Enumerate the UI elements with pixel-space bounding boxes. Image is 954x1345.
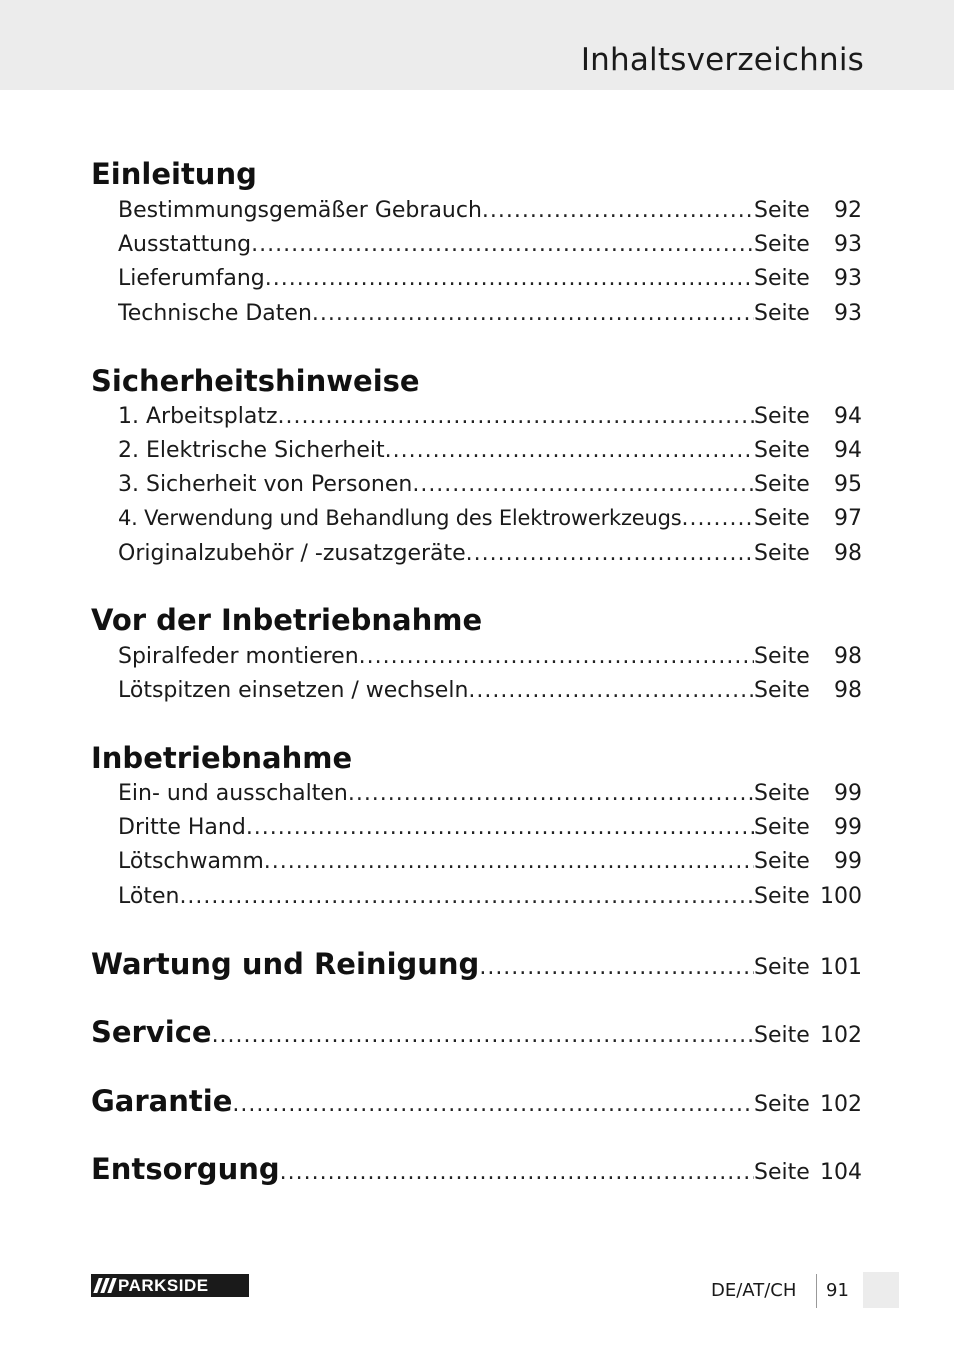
- toc-entry-seite: Seite: [754, 678, 810, 703]
- dot-leader: [466, 541, 754, 566]
- toc-entry-page: 102: [820, 1092, 862, 1117]
- toc-entry[interactable]: [118, 472, 862, 502]
- toc-entry-label: Löten: [118, 884, 180, 909]
- dot-leader: [265, 266, 754, 291]
- section-title-sicherheitshinweise: Sicherheitshinweise: [91, 364, 420, 398]
- toc-entry-page: 100: [820, 884, 862, 909]
- toc-entry-page: 102: [820, 1023, 862, 1048]
- logo-brand-text: PARKSIDE: [118, 1275, 209, 1295]
- toc-entry-page: 97: [834, 506, 862, 531]
- toc-entry-page: 98: [834, 644, 862, 669]
- toc-entry-page: 95: [834, 472, 862, 497]
- dot-leader: [251, 232, 754, 257]
- dot-leader: [278, 404, 754, 429]
- toc-entry-seite: Seite: [754, 266, 810, 291]
- dot-leader: [280, 1160, 754, 1185]
- toc-entry[interactable]: [118, 266, 862, 296]
- toc-entry[interactable]: [118, 815, 862, 845]
- toc-entry-label: Spiralfeder montieren: [118, 644, 359, 669]
- toc-entry-seite: Seite: [754, 301, 810, 326]
- toc-entry-page: 94: [834, 404, 862, 429]
- toc-entry[interactable]: [118, 404, 862, 434]
- parkside-logo: [91, 1274, 249, 1297]
- toc-entry[interactable]: [118, 781, 862, 811]
- toc-entry-seite: Seite: [754, 198, 810, 223]
- toc-entry-page: 101: [820, 955, 862, 980]
- toc-entry-label: 1. Arbeitsplatz: [118, 404, 278, 429]
- toc-entry-seite: Seite: [754, 849, 810, 874]
- toc-main-entry-wartung[interactable]: [91, 947, 862, 989]
- logo-stripes-icon: [96, 1278, 114, 1293]
- dot-leader: [359, 644, 754, 669]
- dot-leader: [212, 1023, 754, 1048]
- dot-leader: [312, 301, 754, 326]
- toc-entry-seite: Seite: [754, 1023, 810, 1048]
- footer-page-number: 91: [826, 1280, 849, 1301]
- toc-entry-label: 2. Elektrische Sicherheit: [118, 438, 385, 463]
- toc-entry-seite: Seite: [754, 404, 810, 429]
- toc-entry-page: 99: [834, 781, 862, 806]
- toc-entry-label: Lötschwamm: [118, 849, 264, 874]
- toc-entry-label: Originalzubehör / -zusatzgeräte: [118, 541, 466, 566]
- footer-divider: [816, 1274, 817, 1308]
- toc-entry[interactable]: [118, 506, 862, 536]
- dot-leader: [348, 781, 754, 806]
- toc-entry-seite: Seite: [754, 541, 810, 566]
- toc-entry-label: 4. Verwendung und Behandlung des Elektrowerkzeugs: [118, 506, 682, 530]
- section-title-vor-der-inbetriebnahme: Vor der Inbetriebnahme: [91, 603, 483, 637]
- toc-entry-label: Lieferumfang: [118, 266, 265, 291]
- toc-entry-page: 99: [834, 815, 862, 840]
- toc-entry[interactable]: [118, 541, 862, 571]
- toc-entry-seite: Seite: [754, 781, 810, 806]
- toc-entry-page: 92: [834, 198, 862, 223]
- dot-leader: [412, 472, 754, 497]
- dot-leader: [479, 955, 754, 980]
- toc-entry-page: 94: [834, 438, 862, 463]
- toc-entry-seite: Seite: [754, 1160, 810, 1185]
- toc-entry-seite: Seite: [754, 644, 810, 669]
- section-title-einleitung: Einleitung: [91, 157, 257, 191]
- toc-entry-seite: Seite: [754, 955, 810, 980]
- toc-entry-seite: Seite: [754, 815, 810, 840]
- toc-main-entry-label: Service: [91, 1015, 212, 1049]
- toc-entry[interactable]: [118, 232, 862, 262]
- toc-entry-label: Ausstattung: [118, 232, 252, 257]
- toc-entry-page: 93: [834, 232, 862, 257]
- toc-entry-seite: Seite: [754, 472, 810, 497]
- header-band: [0, 0, 954, 90]
- toc-entry-seite: Seite: [754, 1092, 810, 1117]
- toc-entry-seite: Seite: [754, 232, 810, 257]
- toc-entry[interactable]: [118, 849, 862, 879]
- toc-entry-page: 98: [834, 541, 862, 566]
- toc-main-entry-label: Entsorgung: [91, 1152, 280, 1186]
- toc-main-entry-garantie[interactable]: [91, 1084, 862, 1126]
- section-title-inbetriebnahme: Inbetriebnahme: [91, 741, 353, 775]
- page-title: Inhaltsverzeichnis: [580, 42, 864, 78]
- toc-entry[interactable]: [118, 198, 862, 228]
- dot-leader: [179, 884, 754, 909]
- toc-main-entry-service[interactable]: [91, 1015, 862, 1057]
- toc-entry[interactable]: [118, 644, 862, 674]
- toc-entry-page: 99: [834, 849, 862, 874]
- toc-entry-label: Bestimmungsgemäßer Gebrauch: [118, 198, 482, 223]
- toc-entry-seite: Seite: [754, 438, 810, 463]
- toc-entry[interactable]: [118, 438, 862, 468]
- toc-entry-label: Technische Daten: [118, 301, 312, 326]
- toc-entry-label: Dritte Hand: [118, 815, 246, 840]
- toc-entry-page: 93: [834, 266, 862, 291]
- dot-leader: [385, 438, 754, 463]
- toc-entry-seite: Seite: [754, 884, 810, 909]
- toc-entry-page: 98: [834, 678, 862, 703]
- dot-leader: [482, 198, 754, 223]
- toc-main-entry-label: Garantie: [91, 1084, 233, 1118]
- footer-region: DE/AT/CH: [711, 1280, 797, 1301]
- toc-entry-label: Lötspitzen einsetzen / wechseln: [118, 678, 469, 703]
- footer-box: [863, 1272, 899, 1308]
- toc-entry-label: Ein- und ausschalten: [118, 781, 348, 806]
- dot-leader: [246, 815, 754, 840]
- toc-entry[interactable]: [118, 678, 862, 708]
- dot-leader: [682, 506, 754, 531]
- toc-entry-page: 93: [834, 301, 862, 326]
- toc-main-entry-entsorgung[interactable]: [91, 1152, 862, 1194]
- toc-main-entry-label: Wartung und Reinigung: [91, 947, 480, 981]
- toc-entry-seite: Seite: [754, 506, 810, 531]
- dot-leader: [264, 849, 754, 874]
- toc-entry-label: 3. Sicherheit von Personen: [118, 472, 413, 497]
- dot-leader: [468, 678, 754, 703]
- toc-entry-page: 104: [820, 1160, 862, 1185]
- dot-leader: [232, 1092, 754, 1117]
- toc-entry[interactable]: [118, 301, 862, 331]
- toc-entry[interactable]: [118, 884, 862, 914]
